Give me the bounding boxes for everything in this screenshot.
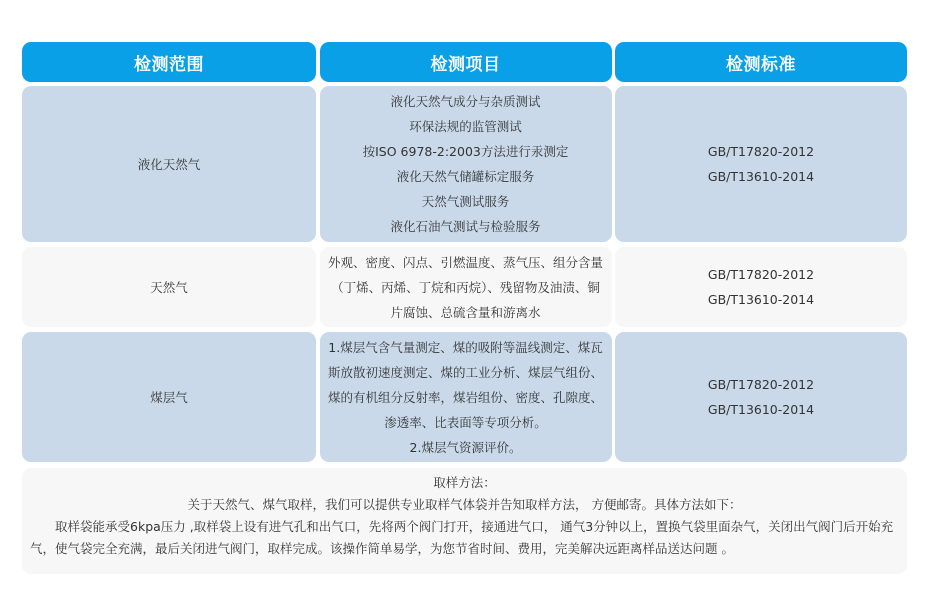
standard-cell	[615, 86, 907, 242]
note-intro: 关于天然气、煤气取样，我们可以提供专业取样气体袋并告知取样方法， 方便邮寄。具体方法如下：	[187, 497, 742, 512]
items-cell	[320, 332, 612, 462]
table-row-coalbed-gas	[22, 332, 907, 462]
note-title: 取样方法：	[433, 475, 496, 490]
header-items: 检测项目	[320, 42, 612, 82]
standard-label: GB/T17820-2012	[707, 267, 815, 282]
scope-cell	[22, 86, 316, 242]
table-row-lng	[22, 86, 907, 242]
items-paragraph: 外观、密度、闪点、引燃温度、蒸气压、组分含量（丁烯、丙烯、丁烷和丙烷）、残留物及油渍、铜片腐蚀、总硫含量和游离水	[327, 254, 603, 320]
list-item: 液化天然气储罐标定服务	[396, 169, 535, 184]
table-row-natural-gas	[22, 247, 907, 327]
standard-cell	[615, 332, 907, 462]
items-cell	[320, 86, 612, 242]
items-paragraph: 1.煤层气含气量测定、煤的吸附等温线测定、煤瓦斯放散初速度测定、煤的工业分析、煤层气组份、煤的有机组分反射率，煤岩组份、密度、孔隙度、渗透率、比表面等专项分析。	[327, 339, 603, 430]
scope-label: 天然气	[150, 279, 188, 295]
standard-label: GB/T13610-2014	[707, 169, 815, 184]
standard-label: GB/T13610-2014	[707, 402, 815, 417]
list-item: 液化石油气测试与检验服务	[390, 219, 541, 234]
standard-label: GB/T13610-2014	[707, 292, 815, 307]
list-item: 按ISO 6978-2:2003方法进行汞测定	[362, 144, 569, 159]
note-body: 取样袋能承受6kpa压力 ,取样袋上设有进气孔和出气口，先将两个阀门打开，接通进气口， 通气3分钟以上，置换气袋里面杂气，关闭出气阀门后开始充气，使气袋完全充满，最后关闭进气阀门，取样完成。该操作简单易学，为您节省时间、费用，完美解决远距离样品送达问题 。	[30, 519, 894, 556]
testing-table	[22, 42, 907, 574]
header-scope: 检测范围	[22, 42, 316, 82]
scope-cell	[22, 332, 316, 462]
list-item: 环保法规的监管测试	[409, 119, 522, 134]
items-cell	[320, 247, 612, 327]
header-standard: 检测标准	[615, 42, 907, 82]
list-item: 天然气测试服务	[421, 194, 510, 209]
standard-cell	[615, 247, 907, 327]
items-paragraph-2: 2.煤层气资源评价。	[409, 439, 522, 455]
scope-label: 煤层气	[150, 389, 188, 405]
standard-label: GB/T17820-2012	[707, 144, 815, 159]
list-item: 液化天然气成分与杂质测试	[390, 94, 541, 109]
items-list	[363, 89, 569, 239]
scope-label: 液化天然气	[137, 156, 201, 172]
sampling-method-note	[22, 468, 907, 574]
standard-label: GB/T17820-2012	[707, 377, 815, 392]
table-header-row	[22, 42, 907, 82]
scope-cell	[22, 247, 316, 327]
